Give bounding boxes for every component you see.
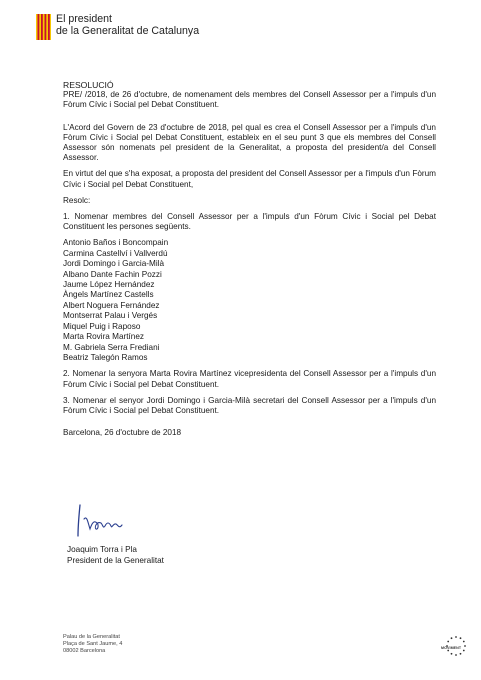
item-1: 1. Nomenar membres del Consell Assessor per a l'impuls d'un Fòrum Cívic i Social pel Debat Constituent les persones següents.: [63, 212, 436, 232]
item-3: 3. Nomenar el senyor Jordi Domingo i Garcia-Milà secretari del Consell Assessor per a l'impuls d'un Fòrum Cívic i Social pel Debat Constituent.: [63, 395, 436, 415]
list-item: Jordi Domingo i Garcia-Milà: [63, 259, 165, 269]
list-item: Àngels Martínez Castells: [63, 290, 154, 300]
org-name: [56, 13, 199, 37]
list-item: Carmina Castellví i Vallverdú: [63, 248, 168, 258]
document-heading: RESOLUCIÓ: [63, 80, 114, 90]
document-body: [63, 80, 436, 438]
footer-badge-text: MOVIMENT: [441, 646, 462, 650]
resolc-label: Resolc:: [63, 195, 91, 205]
item-2: 2. Nomenar la senyora Marta Rovira Martínez vicepresidenta del Consell Assessor per a l'impuls d'un Fòrum Cívic i Social pel Debat Constituent.: [63, 369, 436, 389]
list-item: Jaume López Hernández: [63, 280, 155, 290]
footer-line-1: Palau de la Generalitat: [63, 634, 120, 640]
paragraph-proposal: En virtut del que s'ha exposat, a proposta del president del Consell Assessor per a l'impuls d'un Fòrum Cívic i Social pel Debat Constituent,: [63, 169, 436, 189]
org-line-2: de la Generalitat de Catalunya: [56, 25, 200, 37]
signer-name: Joaquim Torra i Pla: [67, 545, 137, 554]
footer-line-3: 08002 Barcelona: [63, 648, 106, 654]
list-item: Antonio Baños i Boncompain: [63, 238, 169, 248]
footer-address: [63, 634, 122, 655]
list-item: Marta Rovira Martínez: [63, 332, 144, 342]
members-list: [63, 238, 436, 363]
reference-line: PRE/ /2018, de 26 d'octubre, de nomenament dels membres del Consell Assessor per a l'impuls d'un Fòrum Cívic i Social pel Debat Constituent.: [63, 90, 436, 110]
paragraph-agreement: L'Acord del Govern de 23 d'octubre de 2018, pel qual es crea el Consell Assessor per a l'impuls d'un Fòrum Cívic i Social pel Debat Constituent, estableix en el seu punt 3 que els membres del Consell Assessor són nomenats pel president de la Generalitat, a proposta del president/a del Consell Assessor.: [63, 122, 436, 163]
list-item: Beatriz Talegón Ramos: [63, 352, 148, 362]
place-date: Barcelona, 26 d'octubre de 2018: [63, 428, 182, 438]
signer-role: President de la Generalitat: [67, 555, 164, 565]
list-item: Montserrat Palau i Vergés: [63, 311, 158, 321]
catalan-flag-logo: [36, 14, 51, 40]
footer-line-2: Plaça de Sant Jaume, 4: [63, 641, 123, 647]
list-item: Albert Noguera Fernández: [63, 300, 160, 310]
signature-image: [74, 503, 134, 539]
signer-block: [67, 545, 164, 566]
org-line-1: El president: [56, 13, 112, 25]
list-item: M. Gabriela Serra Frediani: [63, 342, 160, 352]
list-item: Albano Dante Fachin Pozzi: [63, 269, 162, 279]
list-item: Miquel Puig i Raposo: [63, 321, 141, 331]
